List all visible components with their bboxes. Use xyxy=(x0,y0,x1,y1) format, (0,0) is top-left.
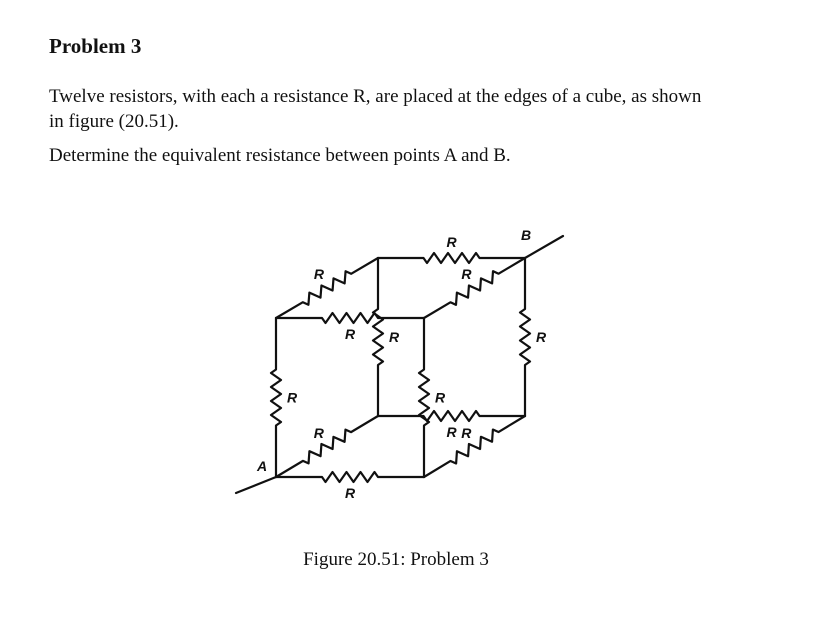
problem-question: Determine the equivalent resistance between points A and B. xyxy=(49,145,511,166)
point-b-label: B xyxy=(521,227,532,243)
resistor-back-right-label: R xyxy=(536,329,547,345)
resistor-back-left xyxy=(373,258,383,416)
cube-labels xyxy=(256,227,547,501)
resistor-connect-top-left-label: R xyxy=(313,266,325,283)
resistor-front-left xyxy=(271,318,281,477)
resistor-back-bottom xyxy=(378,411,525,421)
resistor-back-top xyxy=(378,253,525,263)
resistor-front-bottom xyxy=(276,472,424,482)
resistor-back-right xyxy=(520,258,530,416)
resistor-front-top-label: R xyxy=(345,326,356,342)
resistor-front-right xyxy=(419,318,429,477)
resistor-connect-bottom-right-label: R xyxy=(461,424,472,441)
statement-line-2: in figure (20.51). xyxy=(49,111,179,132)
resistor-front-right-label: R xyxy=(435,389,446,406)
figure-caption: Figure 20.51: Problem 3 xyxy=(303,549,489,570)
statement-line-1: Twelve resistors, with each a resistance R, are placed at the edges of a cube, as shown xyxy=(49,86,702,107)
resistor-connect-bottom-left xyxy=(276,416,378,477)
cube-wires xyxy=(236,236,563,493)
resistor-front-bottom-label: R xyxy=(345,485,356,501)
resistor-connect-bottom-right xyxy=(424,416,525,477)
resistor-front-left-label: R xyxy=(287,389,298,406)
resistor-back-left-label: R xyxy=(389,329,400,345)
resistor-connect-bottom-left-label: R xyxy=(313,424,324,441)
resistor-connect-top-left xyxy=(276,258,378,318)
resistor-back-top-label: R xyxy=(446,234,457,250)
resistor-connect-top-right xyxy=(424,258,525,318)
resistor-connect-top-right-label: R xyxy=(461,266,472,283)
lead-a xyxy=(236,477,276,493)
point-a-label: A xyxy=(257,458,268,474)
resistor-front-top xyxy=(276,313,424,323)
resistor-back-bottom-label: R xyxy=(446,424,457,440)
problem-title: Problem 3 xyxy=(49,34,142,58)
